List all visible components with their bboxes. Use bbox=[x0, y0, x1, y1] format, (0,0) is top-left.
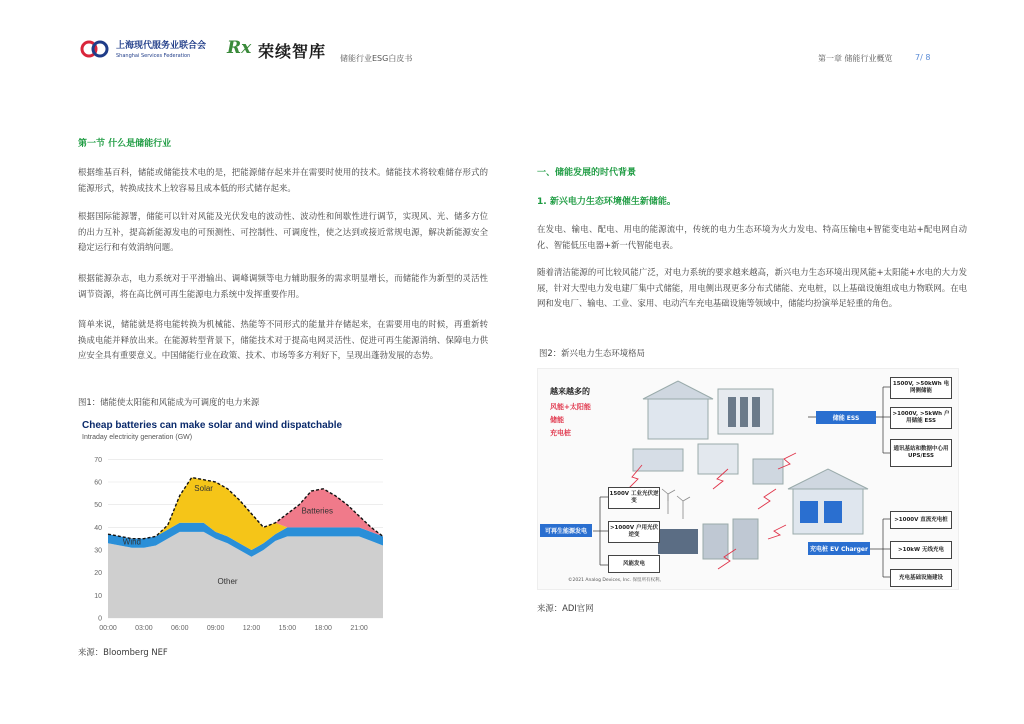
diagram-legend-item-3: 充电桩 bbox=[550, 429, 571, 437]
figure-1-source: 来源：Bloomberg NEF bbox=[78, 647, 168, 657]
y-tick-label: 70 bbox=[94, 456, 102, 464]
x-tick-label: 09:00 bbox=[206, 625, 225, 632]
diagram-legend-title: 越来越多的 bbox=[550, 387, 590, 396]
series-label-batteries: Batteries bbox=[301, 506, 334, 516]
paragraph-2: 根据国际能源署，储能可以针对风能及光伏发电的波动性、波动性和间歇性进行调节，实现风、光、储多方位的出力互补，提高新能源发电的可预测性、可控制性、可调度性，使之达到或接近常规电源，解决新能源安全稳定运行和有效消纳问题。 bbox=[78, 211, 488, 252]
x-tick-label: 03:00 bbox=[135, 625, 153, 632]
org-name-en: Shanghai Services Federation bbox=[116, 53, 191, 59]
y-tick-label: 60 bbox=[94, 479, 102, 487]
storage-box-2: >1000V, >5kWh 户用储能 ESS bbox=[890, 407, 952, 429]
series-label-other: Other bbox=[217, 577, 238, 586]
diagram-footer: ©2021 Analog Devices, Inc. 保留所有权利。 bbox=[568, 578, 664, 583]
figure-2-source: 来源：ADI官网 bbox=[537, 603, 594, 613]
gen-box-3: 风能发电 bbox=[608, 555, 660, 573]
chart-title: Cheap batteries can make solar and wind dispatchable bbox=[82, 420, 343, 431]
gen-box-2: >1000V 户用光伏逆变 bbox=[608, 521, 660, 543]
paragraph-1: 根据维基百科，储能或储能技术电的是，把能源储存起来并在需要时使用的技术。储能技术将较难储存形式的能源形式，转换成技术上较容易且成本低的形式储存起来。 bbox=[78, 167, 488, 193]
y-tick-label: 10 bbox=[94, 592, 102, 600]
x-tick-label: 00:00 bbox=[99, 625, 117, 632]
ev-box-1: >1000V 直流充电桩 bbox=[890, 511, 952, 529]
ecosystem-diagram bbox=[537, 368, 959, 590]
x-tick-label: 21:00 bbox=[350, 625, 368, 632]
right-sub-heading: 1. 新兴电力生态环境催生新储能。 bbox=[537, 197, 676, 207]
brand-logo-icon bbox=[227, 38, 251, 58]
paragraph-4: 简单来说，储能就是将电能转换为机械能、热能等不同形式的能量并存储起来，在需要用电的时候，再重新转换成电能并释放出来。在能源转型背景下，储能技术对于提高电网灵活性、促进可再生能源消纳、保障电力供应安全具有重要意义。中国储能行业在政策、技术、市场等多方利好下，呈现出蓬勃发展的态势。 bbox=[78, 319, 488, 360]
y-tick-label: 20 bbox=[94, 570, 102, 578]
storage-box-1: 1500V, >50kWh 电网侧储能 bbox=[890, 377, 952, 399]
diagram-legend-item-1: 风能+太阳能 bbox=[550, 403, 591, 411]
brand-name: 荣续智库 bbox=[258, 42, 327, 61]
figure-2-caption: 图2：新兴电力生态环境格局 bbox=[539, 348, 645, 358]
right-section-heading: 一、储能发展的时代背景 bbox=[537, 168, 637, 178]
ev-box-2: >10kW 无线充电 bbox=[890, 541, 952, 559]
series-label-solar: Solar bbox=[194, 484, 213, 494]
figure-1-caption: 图1：储能使太阳能和风能成为可调度的电力来源 bbox=[78, 397, 260, 407]
section-title: 第一节 什么是储能行业 bbox=[78, 139, 172, 149]
x-tick-label: 18:00 bbox=[314, 625, 332, 632]
brand-mark: Rx bbox=[227, 38, 252, 58]
x-tick-label: 06:00 bbox=[170, 625, 189, 632]
ev-charger-label: 充电桩 EV Charger bbox=[808, 542, 870, 555]
diagram-legend-item-2: 储能 bbox=[550, 416, 564, 424]
gen-box-1: 1500V 工业光伏逆变 bbox=[608, 487, 660, 509]
chapter-title: 第一章 储能行业概览 bbox=[818, 54, 893, 63]
ev-box-3: 充电基础设施建设 bbox=[890, 569, 952, 587]
chart-subtitle: Intraday electricity generation (GW) bbox=[82, 434, 193, 441]
generation-chart bbox=[78, 440, 390, 635]
org-logo bbox=[80, 38, 110, 60]
y-tick-label: 40 bbox=[94, 524, 102, 532]
y-tick-label: 50 bbox=[94, 502, 102, 510]
page-number: 7/ 8 bbox=[915, 53, 931, 62]
y-tick-label: 0 bbox=[98, 615, 102, 623]
generation-label: 可再生能源发电 bbox=[540, 524, 592, 537]
paragraph-3: 根据能源杂志，电力系统对于平滑输出、调峰调频等电力辅助服务的需求明显增长，而储能作为新型的灵活性调节资源，将在高比例可再生能源电力系统中发挥重要作用。 bbox=[78, 273, 488, 299]
org-name-cn: 上海现代服务业联合会 bbox=[116, 41, 207, 51]
x-tick-label: 15:00 bbox=[278, 625, 297, 632]
storage-ess-label: 储能 ESS bbox=[816, 411, 876, 424]
storage-box-3: 通讯基站和数据中心用 UPS/ESS bbox=[890, 439, 952, 467]
right-paragraph-1: 在发电、输电、配电、用电的能源流中，传统的电力生态环境为火力发电、特高压输电+智能变电站+配电网自动化、智能低压电器+新一代智能电表。 bbox=[537, 224, 967, 250]
y-tick-label: 30 bbox=[94, 547, 102, 555]
doc-title: 储能行业ESG白皮书 bbox=[340, 54, 413, 63]
right-paragraph-2: 随着清洁能源的可比较风能广泛，对电力系统的要求越来越高，新兴电力生态环境出现风能+太阳能+水电的大力发展，针对大型电力发电建厂集中式储能，用电侧出现更多分布式储能、充电桩，以上基础设施组成电力物联网。在电网和发电厂、输电、工业、家用、电动汽车充电基础设施等领域中，储能均扮演举足轻重的角色。 bbox=[537, 267, 967, 308]
series-label-wind: Wind bbox=[122, 537, 142, 547]
x-tick-label: 12:00 bbox=[242, 625, 261, 632]
